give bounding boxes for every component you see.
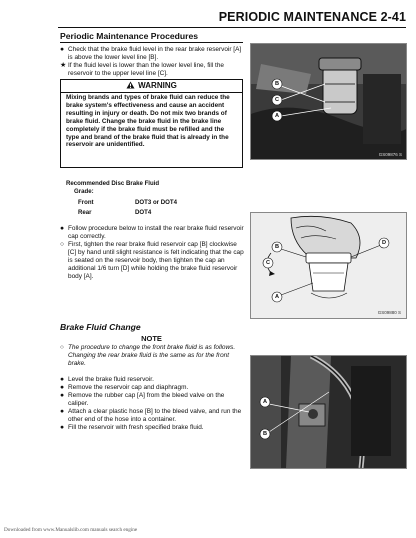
fluid-row-rear-value: DOT4 — [135, 209, 152, 216]
section-title: Periodic Maintenance Procedures — [60, 31, 199, 41]
step-remove-rubber-cap — [60, 392, 245, 408]
bullet-symbol: ● — [60, 384, 65, 391]
callout-b: B — [275, 244, 280, 250]
bullet-symbol: ● — [60, 424, 65, 431]
fluid-spec-title: Recommended Disc Brake Fluid — [66, 180, 160, 187]
warning-header — [61, 80, 242, 93]
header-rule — [58, 27, 406, 28]
step-level-reservoir — [60, 376, 245, 384]
step-follow-procedure — [60, 225, 245, 241]
warning-triangle-icon — [126, 81, 135, 89]
callout-a: A — [275, 113, 280, 119]
warning-box — [60, 79, 243, 168]
step-fill-reservoir — [60, 62, 245, 78]
figure-code: GS09876 S — [378, 152, 402, 157]
figure-code: GS09880 S — [377, 310, 401, 315]
step-text: Remove the rubber cap [A] from the bleed valve on the caliper. — [68, 392, 225, 407]
callout-d: D — [382, 240, 387, 246]
warning-text: Mixing brands and types of brake fluid can reduce the brake system's effectiveness and cause an accident resulting in injury or death. Do not mix two brands of brake fluid. Change the brake fluid in the brake line completely if the brake fluid must be refilled and the type and brand of the brake fluid that is already in the reservoir are unidentified. — [66, 94, 230, 149]
callout-b: B — [275, 81, 280, 87]
fluid-row-front — [78, 199, 94, 206]
step-text: If the fluid level is lower than the lower level line, fill the reservoir to the upper level line [C]. — [68, 62, 225, 77]
fluid-row-label: Front — [78, 199, 94, 206]
caliper-bleed-illustration — [251, 356, 406, 468]
step-text: Follow procedure below to install the rear brake fluid reservoir cap correctly. — [68, 225, 244, 240]
step-check-fluid-level — [60, 46, 245, 62]
step-text: First, tighten the rear brake fluid reservoir cap [B] clockwise [C] by hand until slight resistance is felt indicating that the cap is seated on the reservoir body, then tighten the cap an additional 1/6 turn [D] while holding the brake fluid reservoir body [A]. — [68, 241, 244, 280]
bullet-symbol: ● — [60, 408, 65, 415]
step-text: Attach a clear plastic hose [B] to the bleed valve, and run the other end of the hose into a container. — [68, 408, 242, 423]
circle-symbol: ○ — [60, 241, 65, 248]
note-label: NOTE — [141, 334, 162, 343]
circle-symbol: ○ — [60, 344, 64, 351]
fluid-grade-label: Grade: — [74, 187, 94, 195]
figure-cap-tightening-drawing — [250, 212, 407, 319]
callout-c: C — [275, 97, 280, 103]
step-attach-hose — [60, 408, 245, 424]
star-symbol: ★ — [60, 62, 67, 69]
fluid-spec-block — [66, 180, 159, 195]
note-block — [60, 344, 243, 368]
cap-tightening-illustration — [251, 213, 406, 318]
step-fill-fresh-fluid — [60, 424, 245, 432]
warning-label: WARNING — [138, 81, 177, 90]
callout-c: C — [266, 260, 271, 266]
figure-rear-reservoir-photo — [250, 43, 407, 160]
bullet-symbol: ● — [60, 392, 65, 399]
fluid-row-label: Rear — [78, 209, 92, 216]
callout-b: B — [263, 431, 268, 437]
step-text: Level the brake fluid reservoir. — [68, 376, 154, 383]
step-text: Remove the reservoir cap and diaphragm. — [68, 384, 189, 391]
fluid-row-front-value: DOT3 or DOT4 — [135, 199, 177, 206]
callout-a: A — [263, 399, 268, 405]
figure-caliper-bleed-photo — [250, 355, 407, 469]
step-text: Fill the reservoir with fresh specified brake fluid. — [68, 424, 204, 431]
step-tighten-cap — [60, 241, 245, 281]
section-rule — [60, 42, 243, 43]
page-footer: Downloaded from www.Manualslib.com manuals search engine — [4, 527, 138, 533]
step-text: Check that the brake fluid level in the rear brake reservoir [A] is above the lower level line [B]. — [68, 46, 242, 61]
bullet-symbol: ● — [60, 46, 65, 53]
bullet-symbol: ● — [60, 376, 65, 383]
brake-fluid-change-title: Brake Fluid Change — [60, 322, 141, 332]
note-text: The procedure to change the front brake fluid is as follows. Changing the rear brake fluid is the same as for the front brake. — [68, 344, 236, 367]
step-remove-cap — [60, 384, 245, 392]
callout-a: A — [275, 294, 280, 300]
page-header-title: PERIODIC MAINTENANCE 2-41 — [218, 10, 406, 24]
fluid-row-rear — [78, 209, 92, 216]
bullet-symbol: ● — [60, 225, 65, 232]
